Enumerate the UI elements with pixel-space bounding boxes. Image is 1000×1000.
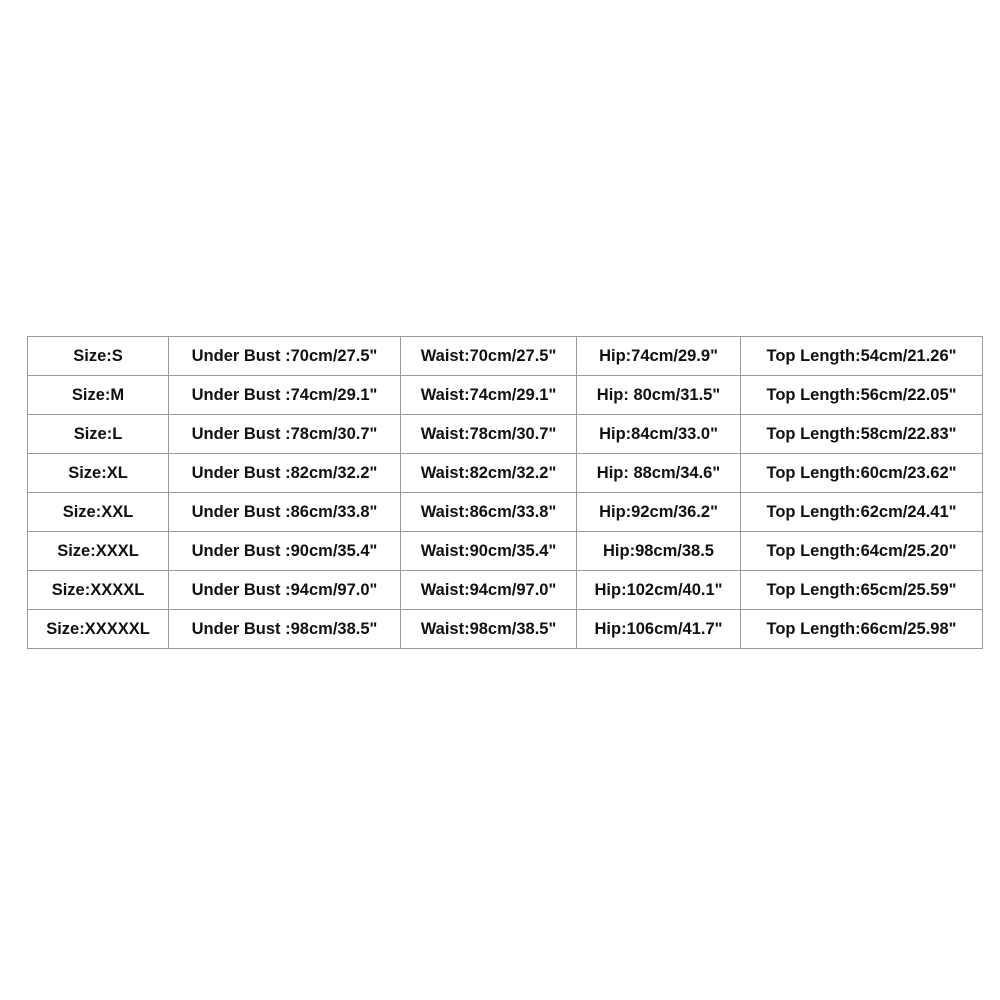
hip-cell: Hip: 88cm/34.6" [577, 454, 741, 493]
size-chart-table [27, 336, 983, 649]
size-cell: Size:XXL [28, 493, 169, 532]
under-bust-cell: Under Bust :90cm/35.4" [169, 532, 401, 571]
under-bust-cell: Under Bust :74cm/29.1" [169, 376, 401, 415]
size-cell: Size:XXXXXL [28, 610, 169, 649]
size-cell: Size:L [28, 415, 169, 454]
top-length-cell: Top Length:62cm/24.41" [741, 493, 983, 532]
hip-cell: Hip:92cm/36.2" [577, 493, 741, 532]
table-row [28, 571, 983, 610]
top-length-cell: Top Length:64cm/25.20" [741, 532, 983, 571]
top-length-cell: Top Length:60cm/23.62" [741, 454, 983, 493]
size-cell: Size:XXXL [28, 532, 169, 571]
hip-cell: Hip: 80cm/31.5" [577, 376, 741, 415]
top-length-cell: Top Length:66cm/25.98" [741, 610, 983, 649]
table-row [28, 532, 983, 571]
under-bust-cell: Under Bust :94cm/97.0" [169, 571, 401, 610]
waist-cell: Waist:86cm/33.8" [401, 493, 577, 532]
waist-cell: Waist:74cm/29.1" [401, 376, 577, 415]
table-row [28, 337, 983, 376]
table-row [28, 376, 983, 415]
under-bust-cell: Under Bust :70cm/27.5" [169, 337, 401, 376]
waist-cell: Waist:70cm/27.5" [401, 337, 577, 376]
size-cell: Size:XXXXL [28, 571, 169, 610]
size-cell: Size:XL [28, 454, 169, 493]
top-length-cell: Top Length:54cm/21.26" [741, 337, 983, 376]
table-row [28, 610, 983, 649]
waist-cell: Waist:90cm/35.4" [401, 532, 577, 571]
waist-cell: Waist:82cm/32.2" [401, 454, 577, 493]
hip-cell: Hip:106cm/41.7" [577, 610, 741, 649]
hip-cell: Hip:84cm/33.0" [577, 415, 741, 454]
hip-cell: Hip:74cm/29.9" [577, 337, 741, 376]
top-length-cell: Top Length:58cm/22.83" [741, 415, 983, 454]
top-length-cell: Top Length:65cm/25.59" [741, 571, 983, 610]
under-bust-cell: Under Bust :86cm/33.8" [169, 493, 401, 532]
table-row [28, 454, 983, 493]
waist-cell: Waist:78cm/30.7" [401, 415, 577, 454]
hip-cell: Hip:98cm/38.5 [577, 532, 741, 571]
waist-cell: Waist:94cm/97.0" [401, 571, 577, 610]
under-bust-cell: Under Bust :78cm/30.7" [169, 415, 401, 454]
size-cell: Size:M [28, 376, 169, 415]
hip-cell: Hip:102cm/40.1" [577, 571, 741, 610]
table-row [28, 493, 983, 532]
under-bust-cell: Under Bust :82cm/32.2" [169, 454, 401, 493]
under-bust-cell: Under Bust :98cm/38.5" [169, 610, 401, 649]
waist-cell: Waist:98cm/38.5" [401, 610, 577, 649]
size-cell: Size:S [28, 337, 169, 376]
top-length-cell: Top Length:56cm/22.05" [741, 376, 983, 415]
table-row [28, 415, 983, 454]
